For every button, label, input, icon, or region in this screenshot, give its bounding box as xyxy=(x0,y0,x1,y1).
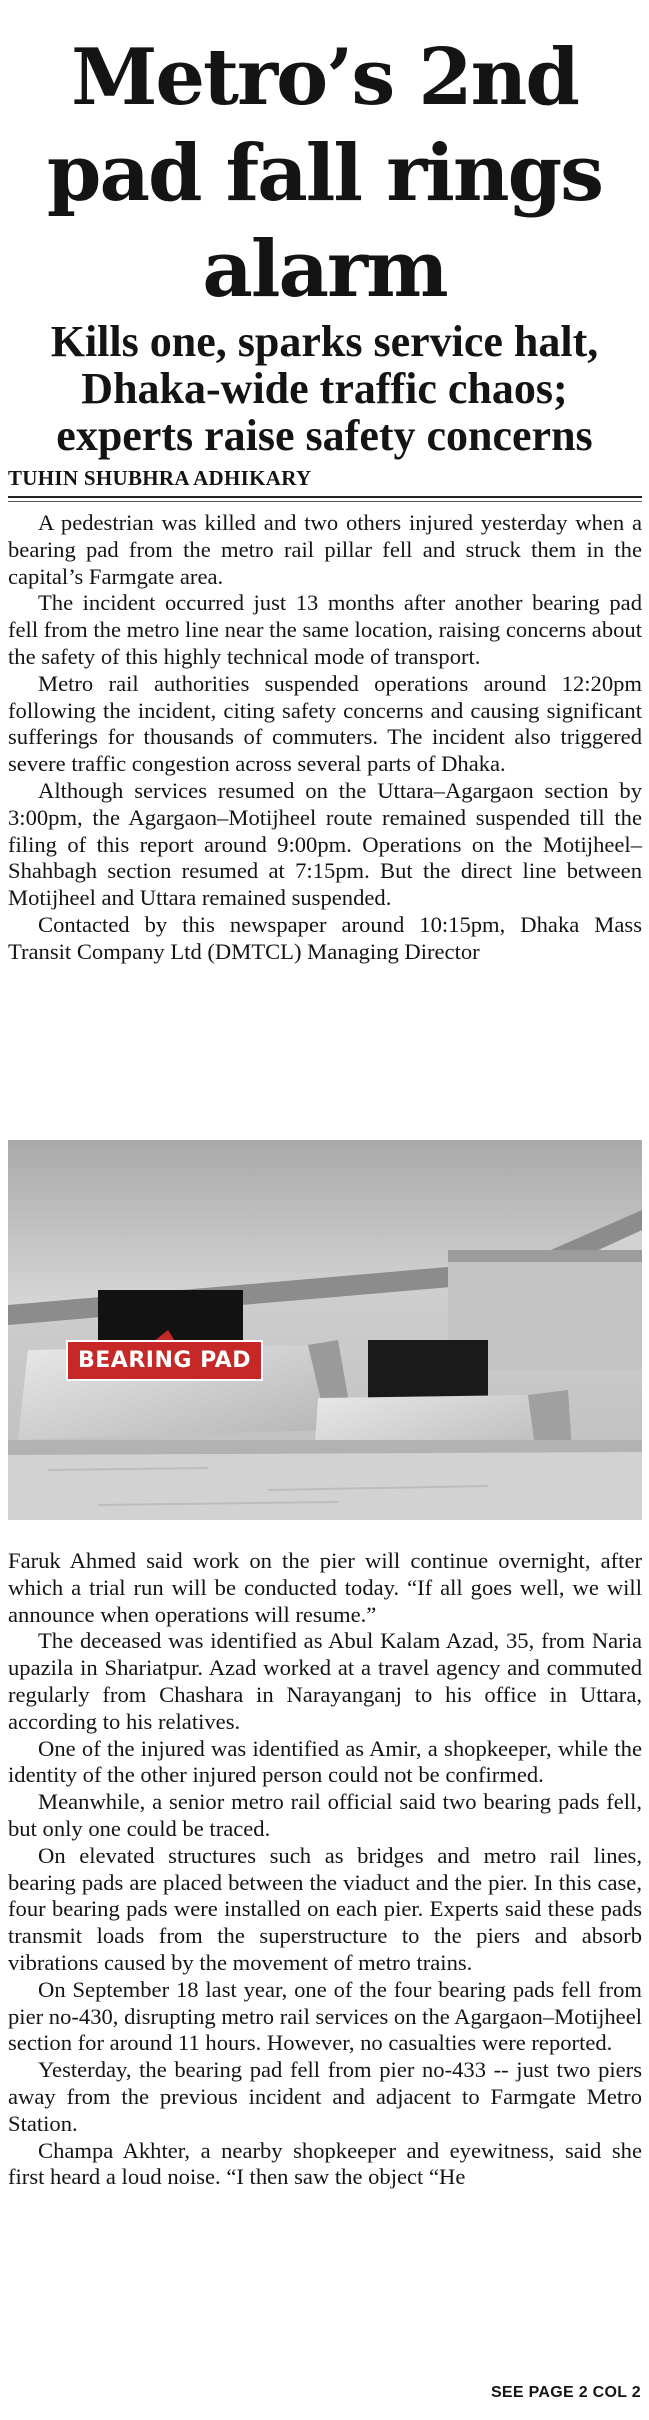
bearing-pad-illustration xyxy=(8,1140,642,1520)
paragraph: Contacted by this newspaper around 10:15pm, Dhaka Mass Transit Company Ltd (DMTCL) Managing Director xyxy=(8,911,642,964)
paragraph: Yesterday, the bearing pad fell from pier no-433 -- just two piers away from the previous incident and adjacent to Farmgate Metro Station. xyxy=(8,2057,642,2136)
byline-rule-bottom xyxy=(8,501,642,502)
headline-line-2: pad fall rings xyxy=(46,128,603,219)
subheadline-line-3: experts raise safety concerns xyxy=(56,411,593,460)
subheadline-line-1: Kills one, sparks service halt, xyxy=(50,317,599,366)
paragraph: Faruk Ahmed said work on the pier will continue overnight, after which a trial run will be conducted today. “If all goes well, we will announce when operations will resume.” xyxy=(8,1548,642,1627)
byline: TUHIN SHUBHRA ADHIKARY xyxy=(8,466,312,490)
paragraph: On elevated structures such as bridges and metro rail lines, bearing pads are placed between the viaduct and the pier. In this case, four bearing pads were installed on each pier. Experts said these pads transmit loads from the superstructure to the piers and absorb vibrations caused by the movement of metro trains. xyxy=(8,1842,642,1975)
paragraph: A pedestrian was killed and two others injured yesterday when a bearing pad from the metro rail pillar fell and struck them in the capital’s Farmgate area. xyxy=(8,510,642,589)
headline xyxy=(0,30,649,318)
paragraph: The deceased was identified as Abul Kalam Azad, 35, from Naria upazila in Shariatpur. Azad worked at a travel agency and commuted regularly from Chashara in Narayanganj to his office in Uttara, according to his relatives. xyxy=(8,1628,642,1734)
paragraph: On September 18 last year, one of the four bearing pads fell from pier no-430, disrupting metro rail services on the Agargaon–Motijheel section for around 11 hours. However, no casualties were reported. xyxy=(8,1976,642,2056)
paragraph: Metro rail authorities suspended operations around 12:20pm following the incident, citing safety concerns and causing significant sufferings for thousands of commuters. The incident also triggered severe traffic congestion across several parts of Dhaka. xyxy=(8,670,642,777)
subheadline xyxy=(0,318,649,459)
paragraph: One of the injured was identified as Amir, a shopkeeper, while the identity of the other injured person could not be confirmed. xyxy=(8,1735,642,1788)
article-body-top xyxy=(8,510,642,966)
paragraph: Meanwhile, a senior metro rail official said two bearing pads fell, but only one could be traced. xyxy=(8,1789,642,1841)
subheadline-line-2: Dhaka-wide traffic chaos; xyxy=(81,364,568,413)
bearing-pad-right xyxy=(368,1340,488,1400)
byline-rule-top xyxy=(8,496,642,498)
paragraph: Although services resumed on the Uttara–Agargaon section by 3:00pm, the Agargaon–Motijheel route remained suspended till the filing of this report around 9:00pm. Operations on the Motijheel–Shahbagh section resumed at 7:15pm. But the direct line between Motijheel and Uttara remained suspended. xyxy=(8,777,642,911)
bearing-pad-photo xyxy=(8,1140,642,1520)
paragraph: The incident occurred just 13 months after another bearing pad fell from the metro line near the same location, raising concerns about the safety of this highly technical mode of transport. xyxy=(8,590,642,669)
headline-line-3: alarm xyxy=(202,224,447,315)
continuation-jump: SEE PAGE 2 COL 2 xyxy=(490,2384,641,2401)
headline-line-1: Metro’s 2nd xyxy=(71,32,578,123)
article-body-bottom xyxy=(8,1548,642,2191)
paragraph: Champa Akhter, a nearby shopkeeper and eyewitness, said she first heard a loud noise. “I then saw the object “He xyxy=(8,2137,642,2190)
bearing-pad-label: BEARING PAD xyxy=(66,1340,263,1381)
